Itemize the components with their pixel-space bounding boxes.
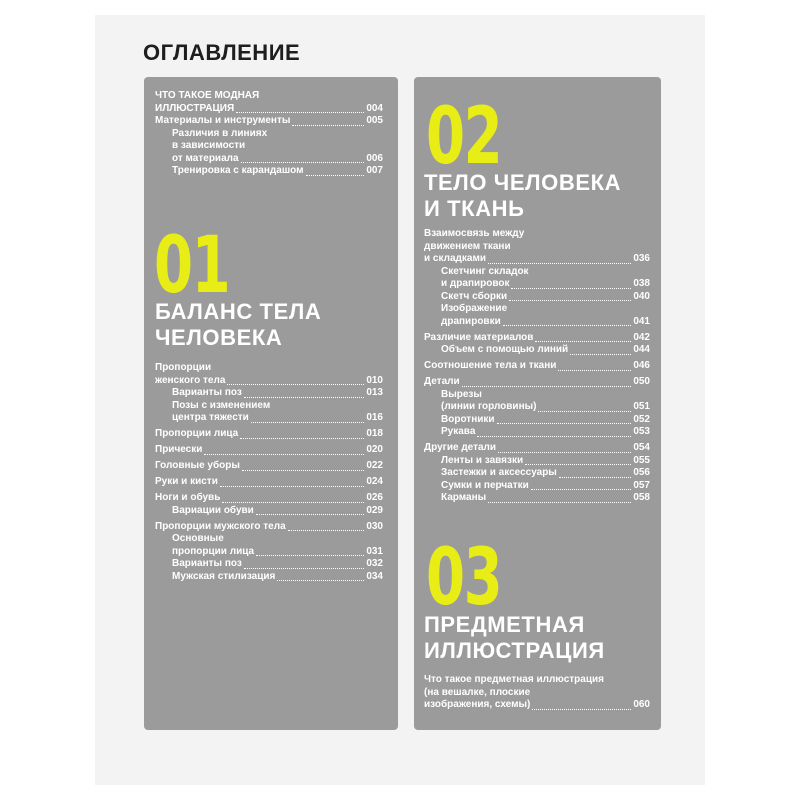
toc-entry-label: Что такое предметная иллюстрация [424,674,604,685]
toc-entry [155,400,383,413]
toc-entry-label: Воротники [441,413,495,425]
toc-entry-label: движением ткани [424,240,511,252]
toc-entry-page: 040 [633,290,650,302]
dot-leader [477,435,631,437]
toc-entry-page: 006 [366,152,383,164]
section-title-03-line2: ИЛЛЮСТРАЦИЯ [424,638,605,663]
toc-entry [424,442,650,455]
toc-entry-page: 057 [633,479,650,491]
toc-entry [155,375,383,388]
toc-entry-label: драпировки [441,315,501,327]
dot-leader [244,396,364,398]
toc-entry-page: 024 [366,476,383,487]
toc-entry [155,444,383,457]
toc-entry-label: Различие материалов [424,331,534,343]
dot-leader [488,501,631,503]
dot-leader [511,287,631,289]
toc-entry-page: 026 [366,492,383,503]
dot-leader [531,488,632,490]
dot-leader [535,340,631,342]
toc-entry-label: Головные уборы [155,460,240,471]
dot-leader [498,451,631,453]
toc-entry-label: Руки и кисти [155,476,218,487]
toc-panel-left [144,77,398,730]
toc-entry [424,376,650,389]
toc-entry-label: Объем с помощью линий [441,344,569,355]
dot-leader [509,299,631,301]
toc-entry-label: Различия в линиях [172,127,268,139]
toc-entry-label: Вырезы [441,388,482,400]
dot-leader [236,111,364,113]
toc-entry [424,467,650,480]
toc-entry-label: Варианты поз [172,387,242,398]
toc-entry [424,303,650,316]
section-number-01: 01 [154,221,230,311]
toc-entry-page: 022 [366,460,383,471]
section-title-01-line1: БАЛАНС ТЕЛА [155,299,322,324]
toc-entry-label: Соотношение тела и ткани [424,360,557,371]
toc-entry [155,412,383,425]
dot-leader [204,453,364,455]
toc-entry-page: 058 [633,492,650,503]
dot-leader [525,463,631,465]
toc-entry [424,674,650,687]
section-title-03-line1: ПРЕДМЕТНАЯ [424,612,585,637]
toc-entry-label: Позы с изменением [172,399,271,411]
toc-panel-right [414,77,661,730]
toc-entry [155,153,383,166]
toc-entry [155,115,383,128]
toc-entry-page: 010 [366,374,383,386]
toc-entry [424,699,650,712]
dot-leader [532,708,631,710]
toc-section-01-list [155,362,383,583]
toc-entry-page: 056 [633,467,650,478]
toc-entry [424,455,650,468]
toc-entry [424,241,650,254]
toc-entry-label: от материала [172,152,239,164]
toc-entry-label: Другие детали [424,442,497,453]
toc-entry-label: в зависимости [172,140,246,151]
page-title: ОГЛАВЛЕНИЕ [143,40,301,65]
toc-entry [424,228,650,241]
dot-leader [220,485,364,487]
toc-entry-page: 034 [366,570,383,582]
toc-entry [424,316,650,329]
toc-entry [424,344,650,357]
dot-leader [559,476,631,478]
toc-entry [155,492,383,505]
toc-section-02-list [424,228,650,505]
toc-entry-label: Детали [424,376,460,387]
toc-entry-page: 041 [633,315,650,327]
toc-entry-label: Скетч сборки [441,290,508,302]
toc-entry-label: Пропорции [155,362,212,373]
dot-leader [497,422,632,424]
toc-entry-label: Застежки и аксессуары [441,467,557,478]
toc-entry-page: 031 [366,545,383,557]
toc-entry [155,362,383,375]
dot-leader [538,410,631,412]
toc-entry [155,571,383,584]
toc-entry [424,360,650,373]
dot-leader [558,369,631,371]
toc-entry-label: Сумки и перчатки [441,479,529,491]
toc-entry [155,460,383,473]
toc-entry [155,103,383,116]
toc-entry-page: 004 [366,102,383,114]
toc-entry [424,687,650,700]
toc-entry-page: 016 [366,412,383,423]
dot-leader [222,501,364,503]
toc-intro-list [155,90,383,178]
toc-entry [424,332,650,345]
toc-entry-label: и драпировок [441,278,510,289]
section-number-03: 03 [426,533,502,623]
dot-leader [292,124,364,126]
toc-entry-page: 055 [633,454,650,466]
dot-leader [244,567,364,569]
dot-leader [227,383,364,385]
toc-entry-label: Варианты поз [172,558,242,569]
toc-entry-label: ИЛЛЮСТРАЦИЯ [155,102,235,114]
toc-entry-label: ЧТО ТАКОЕ МОДНАЯ [155,90,260,101]
dot-leader [306,174,365,176]
section-title-03 [424,612,605,664]
dot-leader [242,469,364,471]
section-number-02: 02 [426,92,502,182]
section-title-02-line1: ТЕЛО ЧЕЛОВЕКА [424,170,622,195]
toc-entry-label: Материалы и инструменты [155,115,291,126]
toc-entry [155,90,383,103]
toc-entry [424,389,650,402]
toc-entry-page: 007 [366,165,383,176]
toc-entry [424,291,650,304]
toc-entry [155,128,383,141]
toc-entry-label: Пропорции лица [155,428,239,439]
dot-leader [251,421,364,423]
toc-entry-label: Ноги и обувь [155,492,221,503]
dot-leader [503,324,632,326]
dot-leader [288,529,365,531]
toc-entry-page: 051 [633,401,650,412]
toc-entry-page: 060 [633,699,650,710]
toc-entry [424,278,650,291]
toc-entry-page: 054 [633,442,650,453]
toc-entry-page: 044 [633,344,650,355]
toc-entry-label: Рукава [441,426,476,437]
toc-entry-page: 053 [633,426,650,437]
toc-entry [155,521,383,534]
toc-entry [155,165,383,178]
toc-entry-label: Вариации обуви [172,504,254,516]
dot-leader [277,579,364,581]
toc-entry-label: женского тела [155,374,226,386]
toc-entry-page: 050 [633,376,650,387]
toc-entry-label: (линии горловины) [441,401,537,412]
toc-entry [424,266,650,279]
toc-entry-page: 030 [366,520,383,532]
toc-entry-page: 013 [366,387,383,398]
dot-leader [570,353,631,355]
toc-entry [155,546,383,559]
toc-entry-page: 018 [366,428,383,439]
toc-entry-label: Прически [155,444,203,455]
toc-entry-label: Скетчинг складок [441,265,529,277]
dot-leader [488,262,631,264]
toc-entry-label: (на вешалке, плоские [424,686,531,698]
toc-entry [155,505,383,518]
toc-entry-label: Карманы [441,492,487,503]
toc-entry [155,428,383,441]
toc-section-03-list [424,674,650,712]
toc-entry-page: 052 [633,413,650,425]
dot-leader [241,161,365,163]
toc-entry [424,253,650,266]
toc-entry-page: 032 [366,558,383,569]
dot-leader [462,385,632,387]
section-title-01-line2: ЧЕЛОВЕКА [155,325,283,350]
dot-leader [256,513,364,515]
toc-entry [424,480,650,493]
toc-entry-page: 042 [633,331,650,343]
dot-leader [256,554,364,556]
section-title-01 [155,299,321,351]
toc-entry [155,533,383,546]
toc-entry-page: 036 [633,253,650,264]
toc-entry [424,426,650,439]
toc-entry-page: 029 [366,504,383,516]
section-title-02-line2: И ТКАНЬ [424,196,525,221]
toc-entry-label: пропорции лица [172,545,255,557]
toc-entry-page: 038 [633,278,650,289]
toc-entry [155,476,383,489]
toc-entry-page: 005 [366,115,383,126]
section-title-02 [424,170,621,222]
toc-entry-label: и складками [424,253,486,264]
toc-entry [155,558,383,571]
toc-entry [155,387,383,400]
toc-entry-label: Мужская стилизация [172,570,276,582]
toc-entry [424,401,650,414]
toc-entry [424,414,650,427]
toc-entry-label: Основные [172,533,224,544]
toc-entry-label: изображения, схемы) [424,699,531,710]
toc-entry [155,140,383,153]
toc-entry-label: Ленты и завязки [441,454,524,466]
dot-leader [240,437,364,439]
toc-entry-label: центра тяжести [172,412,249,423]
toc-entry-label: Изображение [441,303,508,314]
toc-entry-page: 020 [366,444,383,455]
toc-entry-label: Взаимосвязь между [424,228,525,239]
toc-entry-page: 046 [633,360,650,371]
toc-entry [424,492,650,505]
toc-entry-label: Пропорции мужского тела [155,520,286,532]
toc-entry-label: Тренировка с карандашом [172,165,304,176]
